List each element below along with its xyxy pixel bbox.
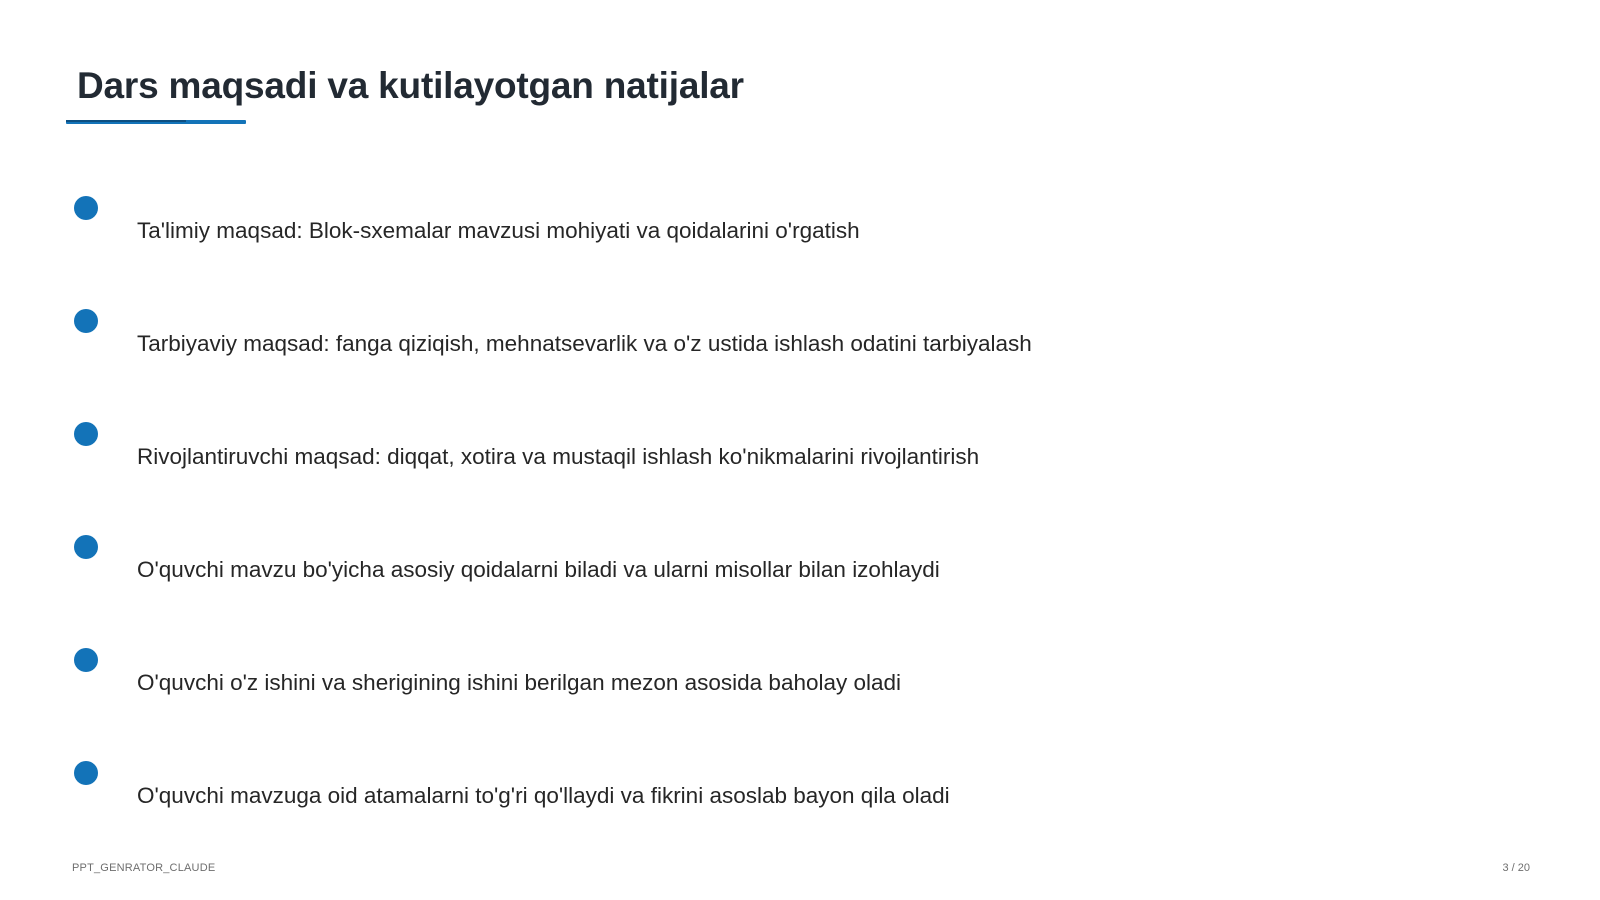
bullet-dot-icon xyxy=(74,422,98,446)
bullet-item xyxy=(0,309,1400,369)
bullet-item xyxy=(0,422,1400,482)
bullet-text: Ta'limiy maqsad: Blok-sxemalar mavzusi mohiyati va qoidalarini o'rgatish xyxy=(137,218,860,243)
bullet-dot-icon xyxy=(74,535,98,559)
bullet-dot-icon xyxy=(74,648,98,672)
bullet-text: Tarbiyaviy maqsad: fanga qiziqish, mehnatsevarlik va o'z ustida ishlash odatini tarbiyalash xyxy=(137,331,1032,356)
bullet-dot-icon xyxy=(74,309,98,333)
footer-source-label: PPT_GENRATOR_CLAUDE xyxy=(72,862,216,874)
bullet-dot-icon xyxy=(74,761,98,785)
bullet-text: O'quvchi mavzuga oid atamalarni to'g'ri qo'llaydi va fikrini asoslab bayon qila oladi xyxy=(137,783,950,808)
bullet-text: O'quvchi o'z ishini va sherigining ishini berilgan mezon asosida baholay oladi xyxy=(137,670,902,695)
bullet-item xyxy=(0,196,1400,256)
bullet-item xyxy=(0,648,1400,708)
bullet-text: Rivojlantiruvchi maqsad: diqqat, xotira va mustaqil ishlash ko'nikmalarini rivojlantirish xyxy=(137,444,980,469)
bullet-item xyxy=(0,761,1400,821)
bullet-text: O'quvchi mavzu bo'yicha asosiy qoidalarni biladi va ularni misollar bilan izohlaydi xyxy=(137,557,940,582)
bullet-item xyxy=(0,535,1400,595)
page-indicator: 3 / 20 xyxy=(1502,862,1530,874)
slide-title: Dars maqsadi va kutilayotgan natijalar xyxy=(77,65,744,106)
bullet-dot-icon xyxy=(74,196,98,220)
